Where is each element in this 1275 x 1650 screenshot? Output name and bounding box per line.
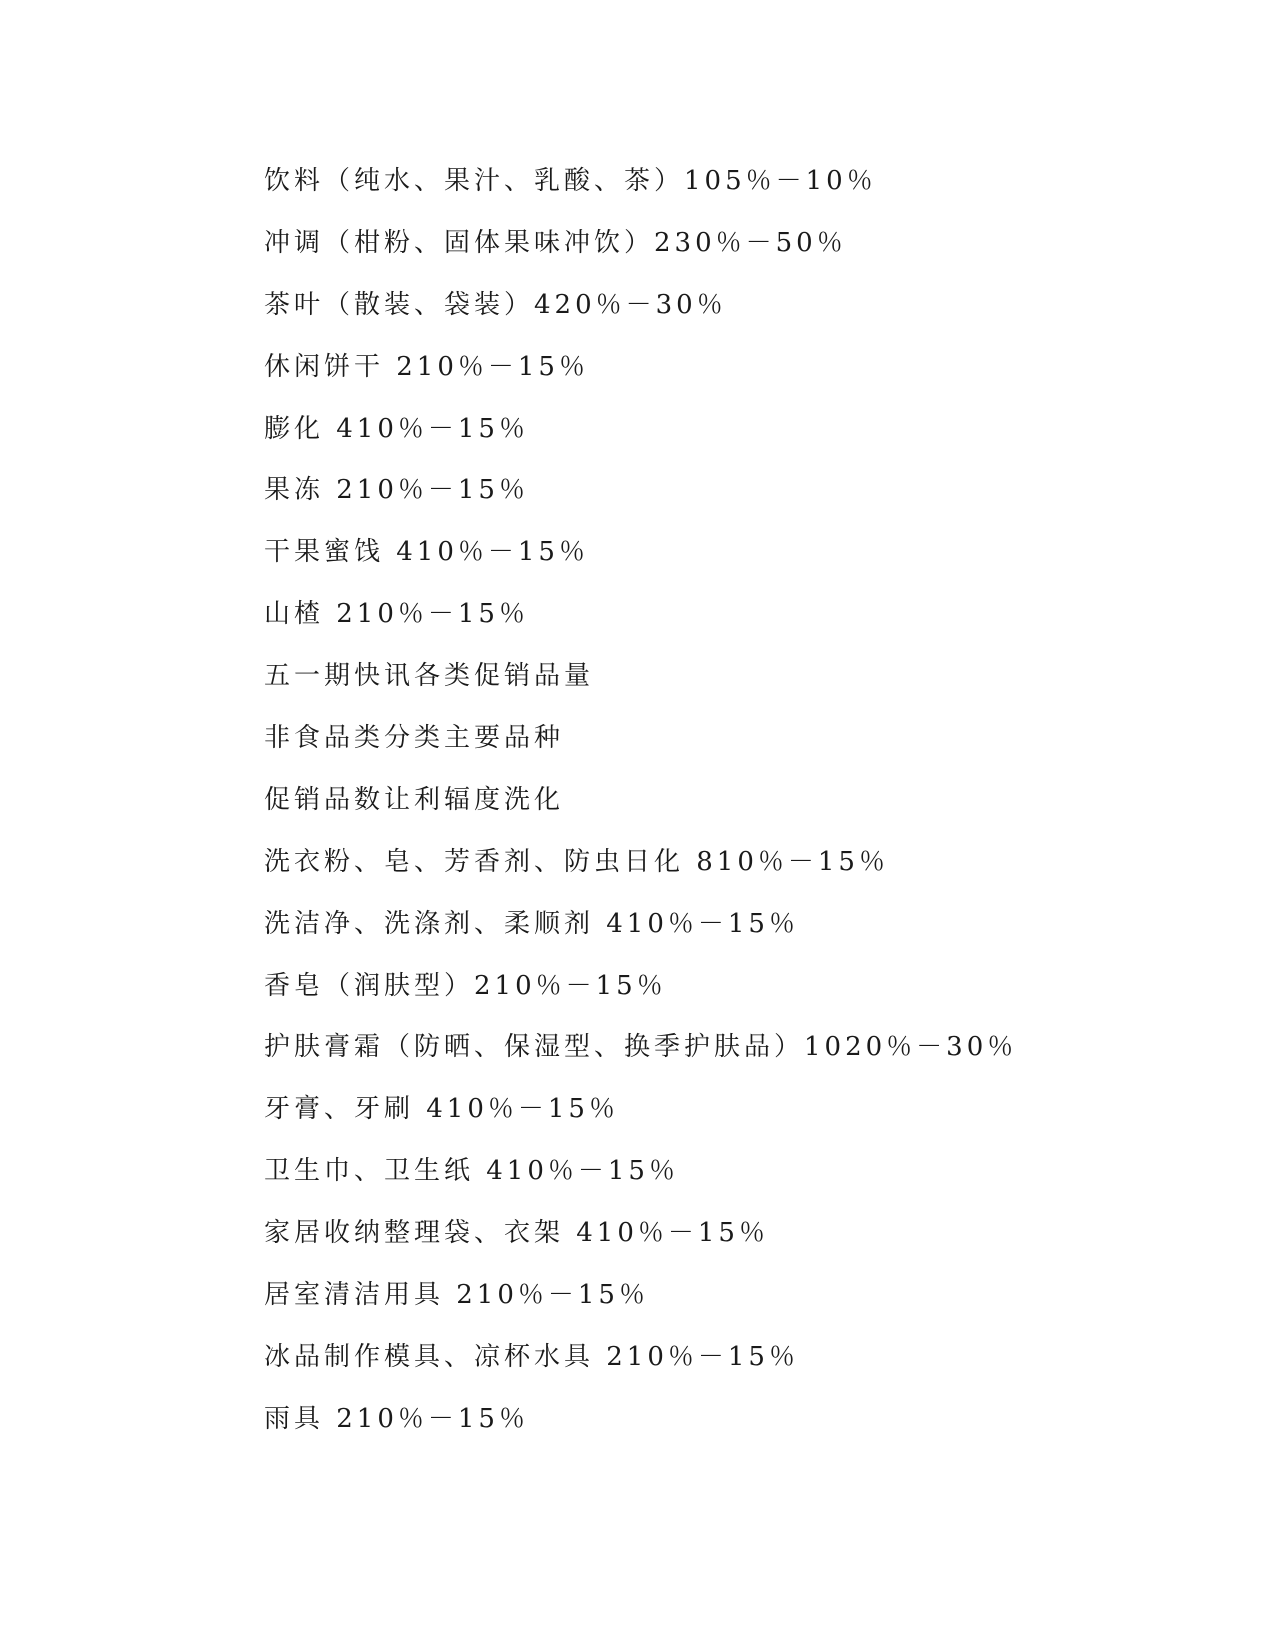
line-sanitary-paper: 卫生巾、卫生纸 410％－15％ <box>264 1156 679 1187</box>
line-snack-biscuits: 休闲饼干 210％－15％ <box>264 351 589 382</box>
line-cleaning-tools: 居室清洁用具 210％－15％ <box>264 1280 649 1311</box>
line-toothpaste: 牙膏、牙刷 410％－15％ <box>264 1094 619 1125</box>
section-heading-promo-count: 促销品数让利辐度洗化 <box>264 784 565 815</box>
line-drink-mixes: 冲调（柑粉、固体果味冲饮）230％－50％ <box>264 227 847 258</box>
line-puffed-snacks: 膨化 410％－15％ <box>264 413 529 444</box>
line-laundry-products: 洗衣粉、皂、芳香剂、防虫日化 810％－15％ <box>264 846 889 877</box>
line-rain-gear: 雨具 210％－15％ <box>264 1403 529 1434</box>
line-hawthorn: 山楂 210％－15％ <box>264 599 529 630</box>
line-beverages: 饮料（纯水、果汁、乳酸、茶）105％－10％ <box>264 166 877 196</box>
section-heading-may-day-flyer: 五一期快讯各类促销品量 <box>264 661 595 692</box>
line-storage-bags: 家居收纳整理袋、衣架 410％－15％ <box>264 1218 769 1249</box>
line-soap: 香皂（润肤型）210％－15％ <box>264 970 667 1001</box>
line-dried-fruit: 干果蜜饯 410％－15％ <box>264 537 589 568</box>
line-tea-leaves: 茶叶（散装、袋装）420％－30％ <box>264 289 727 320</box>
line-jelly: 果冻 210％－15％ <box>264 475 529 506</box>
document-body <box>264 164 1164 1464</box>
line-skin-care: 护肤膏霜（防晒、保湿型、换季护肤品）1020％－30％ <box>264 1032 1018 1063</box>
line-ice-molds: 冰品制作模具、凉杯水具 210％－15％ <box>264 1341 799 1372</box>
line-detergents: 洗洁净、洗涤剂、柔顺剂 410％－15％ <box>264 908 799 939</box>
section-heading-non-food: 非食品类分类主要品种 <box>264 723 565 754</box>
